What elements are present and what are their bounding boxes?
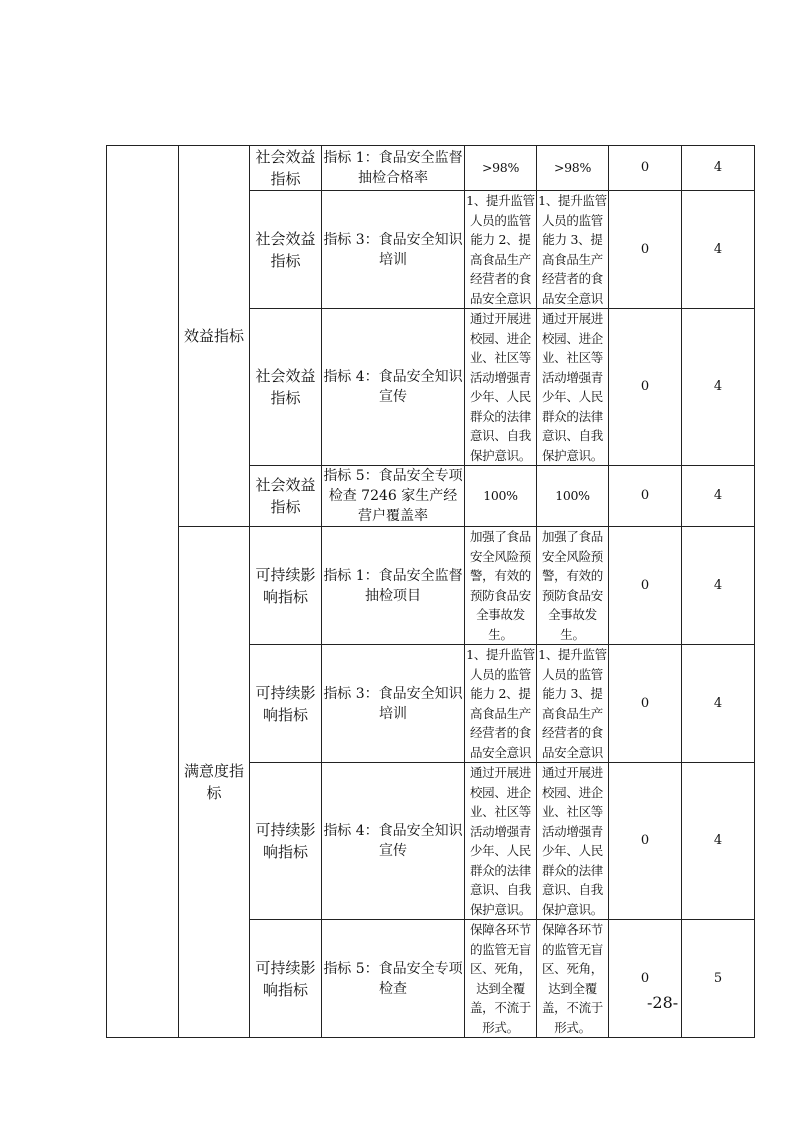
sub-indicator-cell: 可持续影响指标: [250, 763, 322, 920]
indicator-cell: 指标 4：食品安全知识宣传: [322, 309, 465, 466]
indicator-cell: 指标 4：食品安全知识宣传: [322, 763, 465, 920]
actual-value-cell: 1、提升监管人员的监管能力 3、提高食品生产经营者的食品安全意识: [537, 645, 609, 763]
sub-indicator-cell: 可持续影响指标: [250, 527, 322, 645]
sub-indicator-cell: 社会效益指标: [250, 309, 322, 466]
sub-indicator-cell: 社会效益指标: [250, 146, 322, 191]
page-number: -28-: [647, 993, 679, 1012]
weight-cell: 4: [682, 466, 755, 527]
weight-cell: 4: [682, 763, 755, 920]
weight-cell: 5: [682, 920, 755, 1038]
indicator-cell: 指标 1：食品安全监督抽检合格率: [322, 146, 465, 191]
score-cell: 0: [609, 763, 682, 920]
indicator-cell: 指标 1：食品安全监督抽检项目: [322, 527, 465, 645]
actual-value-cell: 通过开展进校园、进企业、社区等活动增强青少年、人民群众的法律意识、自我保护意识。: [537, 763, 609, 920]
indicator-cell: 指标 3：食品安全知识培训: [322, 191, 465, 309]
actual-value-cell: 保障各环节的监管无盲区、死角，达到全覆盖，不流于形式。: [537, 920, 609, 1038]
table-row: [107, 527, 755, 645]
score-cell: 0: [609, 645, 682, 763]
indicator-cell: 指标 3：食品安全知识培训: [322, 645, 465, 763]
sub-indicator-cell: 可持续影响指标: [250, 645, 322, 763]
weight-cell: 4: [682, 309, 755, 466]
target-value-cell: 100%: [465, 466, 537, 527]
weight-cell: 4: [682, 146, 755, 191]
target-value-cell: 1、提升监管人员的监管能力 2、提高食品生产经营者的食品安全意识: [465, 191, 537, 309]
target-value-cell: 保障各环节的监管无盲区、死角，达到全覆盖，不流于形式。: [465, 920, 537, 1038]
target-value-cell: >98%: [465, 146, 537, 191]
sub-indicator-cell: 可持续影响指标: [250, 920, 322, 1038]
score-cell: 0: [609, 920, 682, 1038]
actual-value-cell: 通过开展进校园、进企业、社区等活动增强青少年、人民群众的法律意识、自我保护意识。: [537, 309, 609, 466]
score-cell: 0: [609, 309, 682, 466]
weight-cell: 4: [682, 191, 755, 309]
table-row: [107, 146, 755, 191]
actual-value-cell: 加强了食品安全风险预警，有效的预防食品安全事故发生。: [537, 527, 609, 645]
score-cell: 0: [609, 191, 682, 309]
group-label-benefit: 效益指标: [179, 146, 250, 527]
actual-value-cell: 1、提升监管人员的监管能力 3、提高食品生产经营者的食品安全意识: [537, 191, 609, 309]
weight-cell: 4: [682, 645, 755, 763]
sub-indicator-cell: 社会效益指标: [250, 191, 322, 309]
actual-value-cell: 100%: [537, 466, 609, 527]
target-value-cell: 1、提升监管人员的监管能力 2、提高食品生产经营者的食品安全意识: [465, 645, 537, 763]
target-value-cell: 通过开展进校园、进企业、社区等活动增强青少年、人民群众的法律意识、自我保护意识。: [465, 763, 537, 920]
weight-cell: 4: [682, 527, 755, 645]
performance-indicator-table: [106, 145, 755, 1038]
score-cell: 0: [609, 146, 682, 191]
score-cell: 0: [609, 527, 682, 645]
actual-value-cell: >98%: [537, 146, 609, 191]
indicator-cell: 指标 5：食品安全专项检查: [322, 920, 465, 1038]
group-label-satisfaction: 满意度指标: [179, 527, 250, 1038]
empty-first-column-cell: [107, 146, 179, 1038]
score-cell: 0: [609, 466, 682, 527]
target-value-cell: 通过开展进校园、进企业、社区等活动增强青少年、人民群众的法律意识、自我保护意识。: [465, 309, 537, 466]
indicator-cell: 指标 5：食品安全专项检查 7246 家生产经营户覆盖率: [322, 466, 465, 527]
sub-indicator-cell: 社会效益指标: [250, 466, 322, 527]
target-value-cell: 加强了食品安全风险预警，有效的预防食品安全事故发生。: [465, 527, 537, 645]
